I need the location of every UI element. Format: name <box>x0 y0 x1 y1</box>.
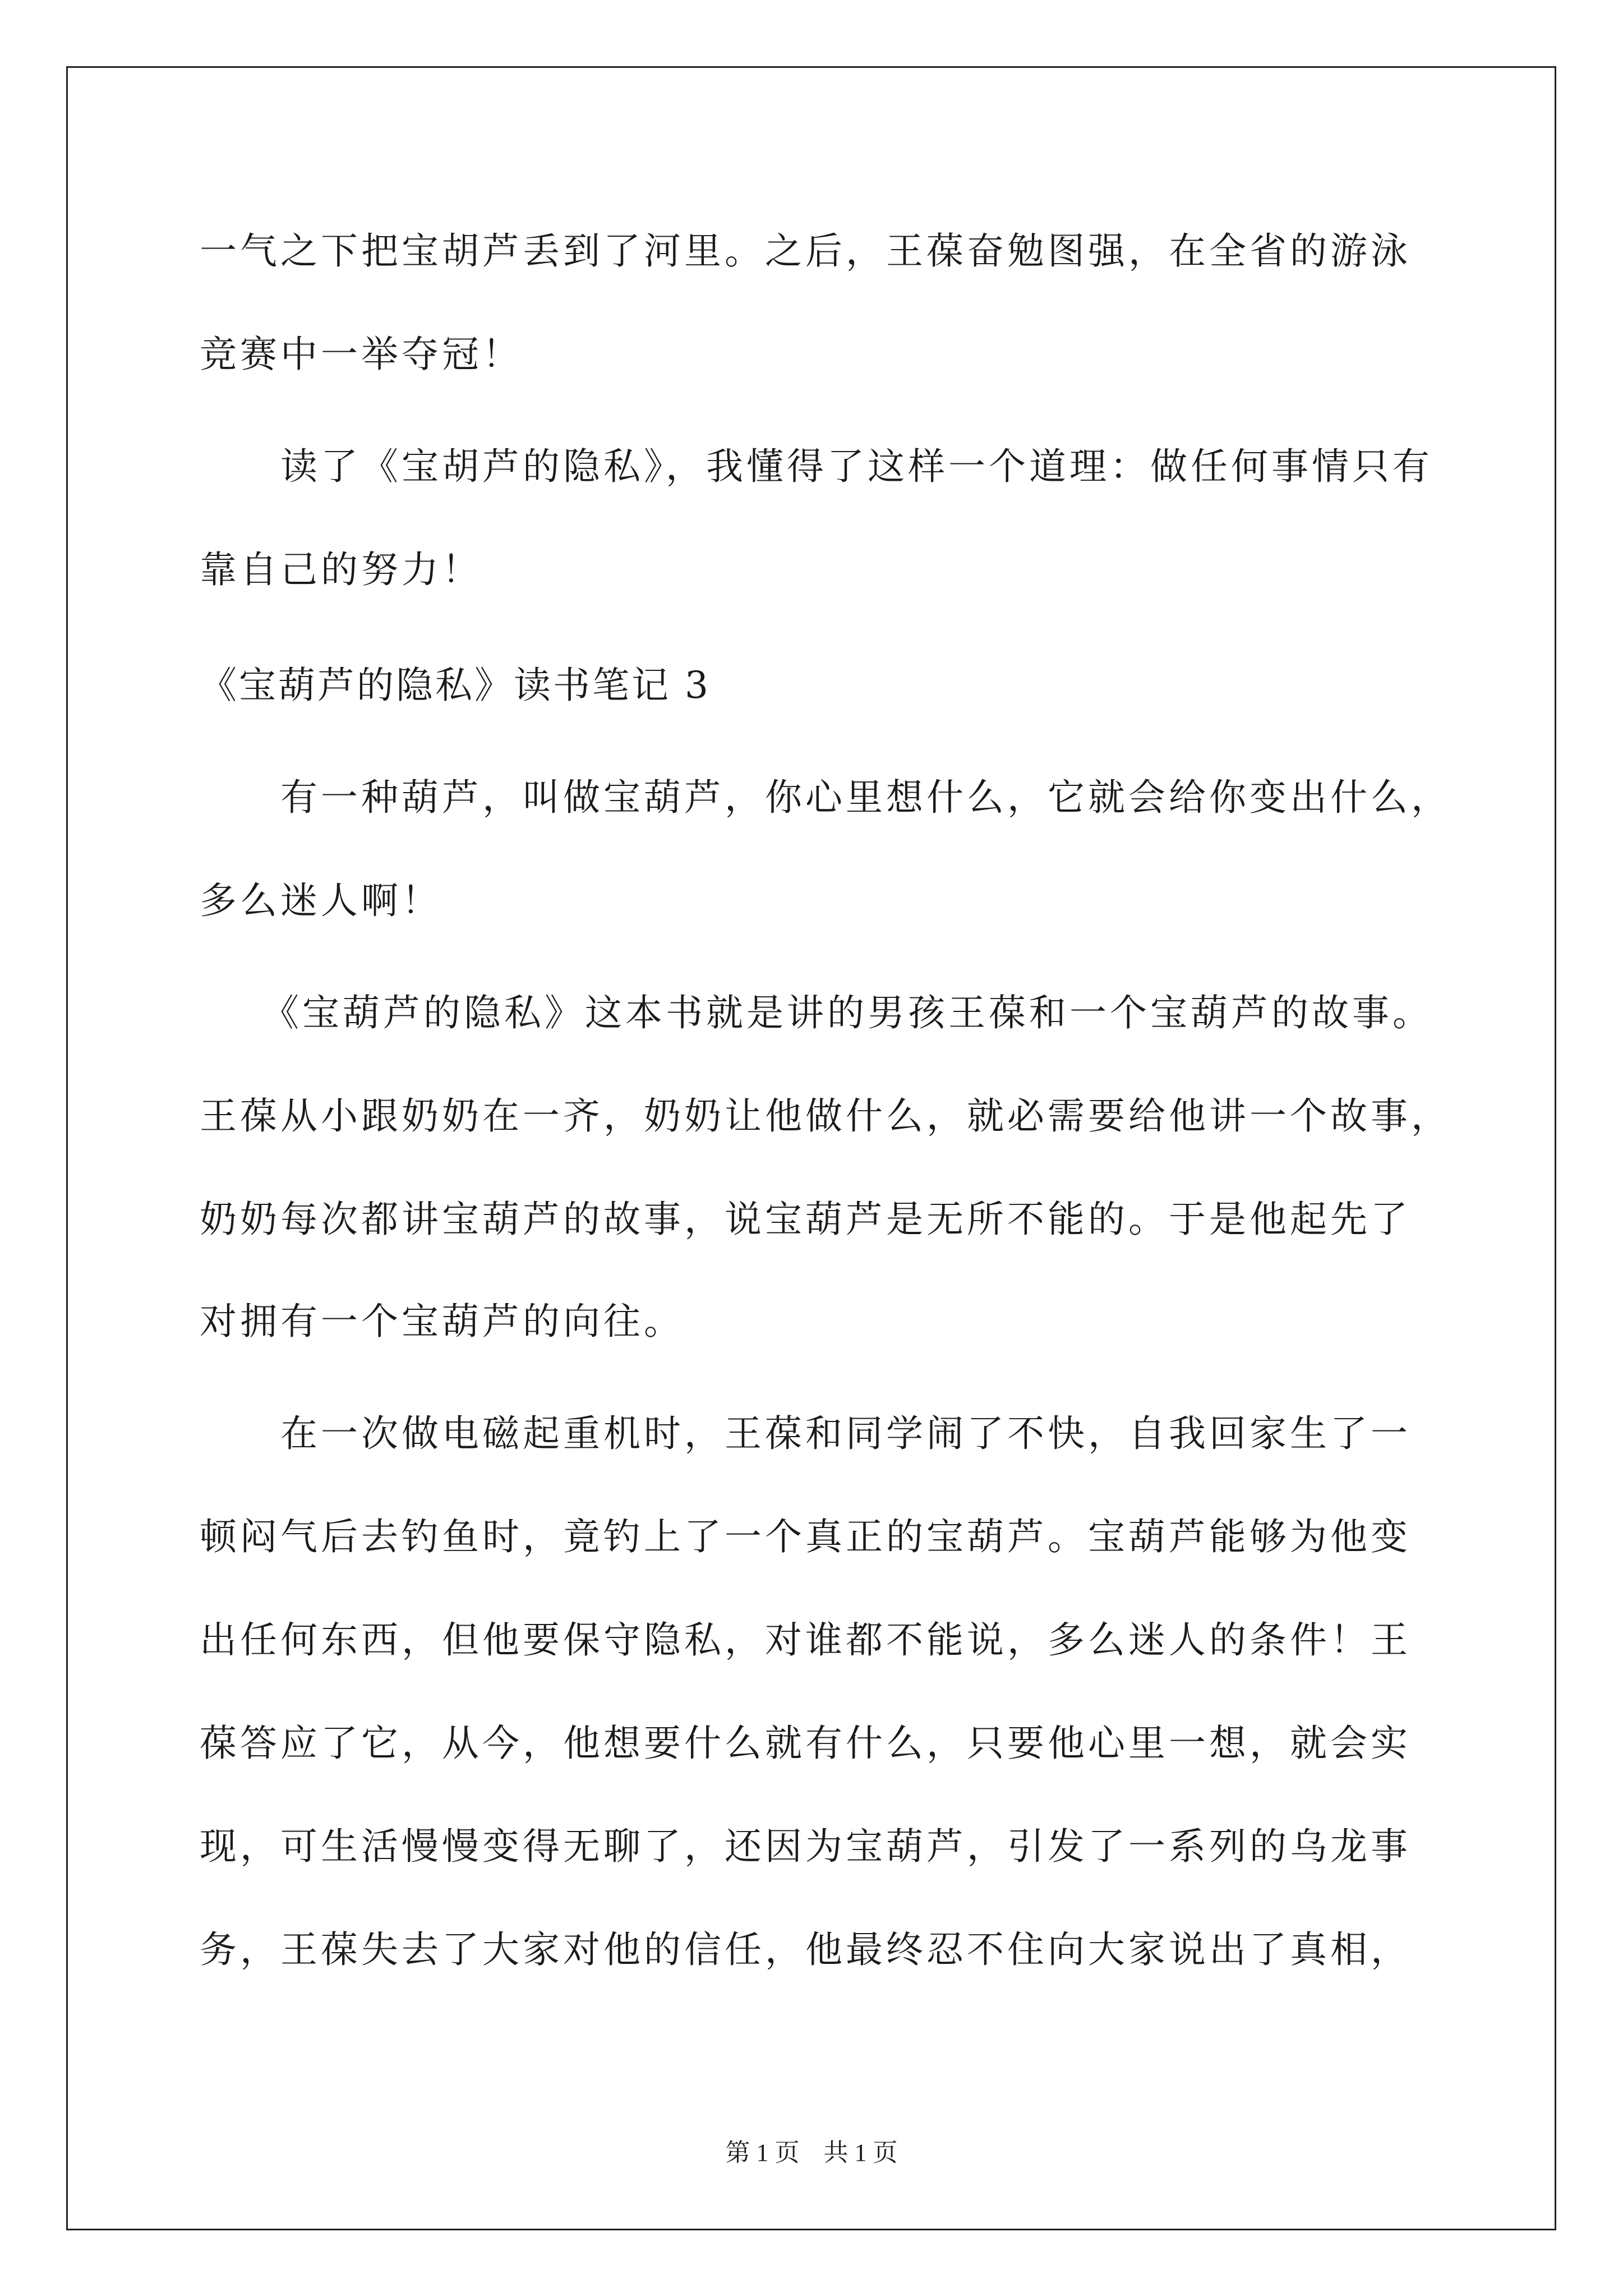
page-total: 共 1 页 <box>823 2139 898 2166</box>
section-heading: 《宝葫芦的隐私》读书笔记 3 <box>200 664 711 707</box>
text-line: 出任何东西，但他要保守隐私，对谁都不能说，多么迷人的条件！王 <box>200 1618 1411 1662</box>
text-line: 靠自己的努力！ <box>200 548 482 591</box>
text-line: 奶奶每次都讲宝葫芦的故事，说宝葫芦是无所不能的。于是他起先了 <box>200 1198 1411 1241</box>
text-line: 一气之下把宝胡芦丢到了河里。之后，王葆奋勉图强，在全省的游泳 <box>200 229 1411 273</box>
text-line: 《宝葫芦的隐私》这本书就是讲的男孩王葆和一个宝葫芦的故事。 <box>200 991 1433 1034</box>
text-line: 竞赛中一举夺冠！ <box>200 333 523 376</box>
text-line: 现，可生活慢慢变得无聊了，还因为宝葫芦，引发了一系列的乌龙事 <box>200 1825 1411 1868</box>
text-line: 顿闷气后去钓鱼时，竟钓上了一个真正的宝葫芦。宝葫芦能够为他变 <box>200 1515 1411 1558</box>
text-line: 在一次做电磁起重机时，王葆和同学闹了不快，自我回家生了一 <box>200 1412 1411 1455</box>
text-line: 有一种葫芦，叫做宝葫芦，你心里想什么，它就会给你变出什么， <box>200 776 1451 819</box>
page-frame <box>66 66 1556 2230</box>
page-footer <box>0 2137 1623 2169</box>
text-line: 读了《宝胡芦的隐私》，我懂得了这样一个道理：做任何事情只有 <box>200 445 1433 488</box>
text-line: 务，王葆失去了大家对他的信任，他最终忍不住向大家说出了真相， <box>200 1928 1411 1971</box>
text-line: 对拥有一个宝葫芦的向往。 <box>200 1300 684 1343</box>
page-number: 第 1 页 <box>725 2139 800 2166</box>
text-line: 王葆从小跟奶奶在一齐，奶奶让他做什么，就必需要给他讲一个故事， <box>200 1094 1451 1138</box>
text-line: 葆答应了它，从今，他想要什么就有什么，只要他心里一想，就会实 <box>200 1722 1411 1765</box>
text-line: 多么迷人啊！ <box>200 879 442 922</box>
